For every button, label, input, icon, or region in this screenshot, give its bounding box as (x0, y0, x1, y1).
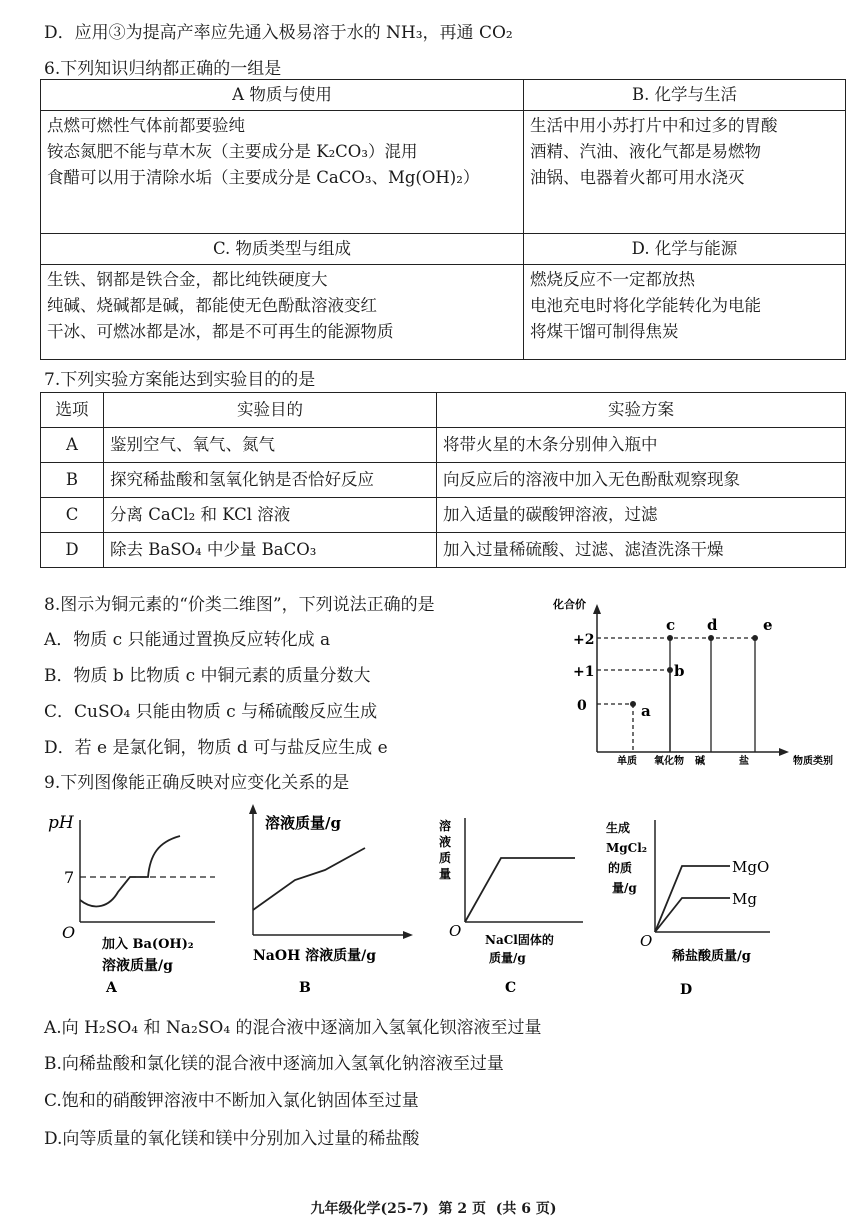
q7-table (40, 392, 846, 568)
chart-category-label: 单质 (617, 756, 637, 767)
q8-stem: 8.图示为铜元素的“价类二维图”，下列说法正确的是 (44, 595, 435, 615)
graph-b-y-arrow-icon (249, 804, 257, 814)
chart-category-label: 氧化物 (654, 756, 684, 767)
q6-b-title: B. 化学与生活 (524, 80, 846, 111)
q6-d-title: D. 化学与能源 (524, 234, 846, 265)
chart-point-label: c (666, 616, 676, 634)
q7-header-purpose: 实验目的 (104, 393, 437, 428)
chart-ytick: 0 (577, 698, 587, 714)
chart-point-label: d (707, 616, 718, 634)
graph-b-x-arrow-icon (403, 931, 413, 939)
graph-a-xlabel: 溶液质量/g (102, 958, 173, 974)
q7-stem: 7.下列实验方案能达到实验目的的是 (44, 370, 316, 390)
q6-a-item: 铵态氮肥不能与草木灰（主要成分是 K₂CO₃）混用 (47, 142, 418, 161)
q9-option-c: C.饱和的硝酸钾溶液中不断加入氯化钠固体至过量 (44, 1091, 419, 1111)
x-arrow-icon (779, 748, 789, 756)
q6-b-item: 生活中用小苏打片中和过多的胃酸 (530, 116, 778, 135)
chart-point-d (708, 635, 714, 641)
chart-ylabel: 化合价 (553, 598, 586, 611)
q6-table (40, 79, 846, 360)
q6-stem: 6.下列知识归纳都正确的一组是 (44, 59, 282, 79)
graph-c (425, 800, 595, 1000)
page-footer: 九年级化学(25-7) 第 2 页 (共 6 页) (310, 1201, 557, 1217)
graph-c-xlabel: NaCl固体的 (485, 933, 554, 947)
q6-a-title: A 物质与使用 (41, 80, 524, 111)
q7-row-purpose: 除去 BaSO₄ 中少量 BaCO₃ (104, 533, 437, 568)
graph-c-xlabel: 质量/g (489, 951, 526, 965)
q8-option-b: B．物质 b 比物质 c 中铜元素的质量分数大 (44, 666, 371, 686)
q6-d-item: 电池充电时将化学能转化为电能 (530, 296, 761, 315)
q8-option-a: A．物质 c 只能通过置换反应转化成 a (44, 630, 331, 650)
graph-d (600, 800, 800, 1000)
graph-d-ylabel: 的质 (608, 861, 633, 875)
graph-a-ytick: 7 (64, 868, 75, 887)
q7-row-option: D (41, 533, 104, 568)
q7-row-plan: 加入适量的碳酸钾溶液，过滤 (437, 498, 846, 533)
graph-a (40, 800, 230, 1000)
q7-header-option: 选项 (41, 393, 104, 428)
graph-b (235, 800, 420, 1000)
chart-ytick: +2 (573, 632, 595, 648)
graph-a-letter: A (106, 980, 117, 996)
graph-c-ylabel: 质 (439, 851, 452, 865)
q7-row-option: C (41, 498, 104, 533)
q6-c-title: C. 物质类型与组成 (41, 234, 524, 265)
valence-class-chart (545, 592, 845, 772)
graph-a-curve (80, 836, 180, 906)
chart-point-label: e (763, 616, 773, 634)
q7-row-plan: 将带火星的木条分别伸入瓶中 (437, 428, 846, 463)
q6-a-item: 点燃可燃性气体前都要验纯 (47, 116, 245, 135)
chart-ytick: +1 (573, 664, 595, 680)
q6-b-item: 酒精、汽油、液化气都是易燃物 (530, 142, 761, 161)
graph-b-curve (253, 848, 365, 910)
q7-row-option: A (41, 428, 104, 463)
graph-b-xlabel: NaOH 溶液质量/g (253, 948, 377, 964)
q8-option-d: D．若 e 是氯化铜，物质 d 可与盐反应生成 e (44, 738, 388, 758)
graph-a-ylabel: pH (48, 813, 74, 833)
q6-c-item: 纯碱、烧碱都是碱，都能使无色酚酞溶液变红 (47, 296, 377, 315)
chart-point-label: b (674, 662, 685, 680)
q7-header-plan: 实验方案 (437, 393, 846, 428)
graph-d-series-mgo (655, 866, 730, 932)
y-arrow-icon (593, 604, 601, 614)
chart-category-label: 碱 (695, 756, 705, 767)
graph-d-xlabel: 稀盐酸质量/g (672, 949, 751, 964)
graph-c-ylabel: 量 (439, 867, 452, 881)
graph-d-ylabel: MgCl₂ (606, 841, 648, 855)
q7-row-purpose: 探究稀盐酸和氢氧化钠是否恰好反应 (104, 463, 437, 498)
graph-c-letter: C (505, 980, 517, 996)
q9-option-a: A.向 H₂SO₄ 和 Na₂SO₄ 的混合液中逐滴加入氢氧化钡溶液至过量 (44, 1018, 542, 1038)
graph-d-series-label: Mg (732, 890, 757, 908)
chart-point-e (752, 635, 758, 641)
q6-d-item: 燃烧反应不一定都放热 (530, 270, 695, 289)
graph-a-origin: O (62, 923, 76, 942)
q7-row-option: B (41, 463, 104, 498)
q6-d-item: 将煤干馏可制得焦炭 (530, 322, 679, 341)
q6-a-item: 食醋可以用于清除水垢（主要成分是 CaCO₃、Mg(OH)₂） (47, 168, 480, 187)
q9-option-b: B.向稀盐酸和氯化镁的混合液中逐滴加入氢氧化钠溶液至过量 (44, 1054, 504, 1074)
chart-point-label: a (641, 702, 651, 720)
q7-row-purpose: 鉴别空气、氧气、氮气 (104, 428, 437, 463)
chart-xlabel: 物质类别 (793, 756, 833, 767)
q6-c-item: 生铁、钢都是铁合金，都比纯铁硬度大 (47, 270, 328, 289)
graph-b-letter: B (299, 980, 311, 996)
graph-d-letter: D (680, 982, 693, 998)
q8-option-c: C．CuSO₄ 只能由物质 c 与稀硫酸反应生成 (44, 702, 378, 722)
q6-c-item: 干冰、可燃冰都是冰，都是不可再生的能源物质 (47, 322, 394, 341)
q7-row-plan: 向反应后的溶液中加入无色酚酞观察现象 (437, 463, 846, 498)
q9-option-d: D.向等质量的氧化镁和镁中分别加入过量的稀盐酸 (44, 1129, 420, 1149)
top-option-d: D．应用③为提高产率应先通入极易溶于水的 NH₃，再通 CO₂ (44, 23, 513, 43)
graph-c-origin: O (449, 922, 462, 940)
chart-point-a (630, 701, 636, 707)
graph-d-ylabel: 量/g (612, 881, 637, 895)
graph-c-ylabel: 液 (439, 835, 452, 849)
graph-c-ylabel: 溶 (439, 819, 452, 833)
graph-b-ylabel: 溶液质量/g (265, 814, 341, 832)
q9-stem: 9.下列图像能正确反映对应变化关系的是 (44, 773, 350, 793)
chart-category-label: 盐 (739, 756, 749, 767)
q7-row-purpose: 分离 CaCl₂ 和 KCl 溶液 (104, 498, 437, 533)
graph-d-series-label: MgO (732, 858, 770, 876)
q7-row-plan: 加入过量稀硫酸、过滤、滤渣洗涤干燥 (437, 533, 846, 568)
graph-c-curve (465, 858, 575, 922)
graph-a-xlabel: 加入 Ba(OH)₂ (102, 937, 194, 952)
chart-point-c (667, 635, 673, 641)
graph-d-ylabel: 生成 (606, 821, 631, 835)
q6-b-item: 油锅、电器着火都可用水浇灭 (530, 168, 745, 187)
graph-d-origin: O (640, 932, 653, 950)
